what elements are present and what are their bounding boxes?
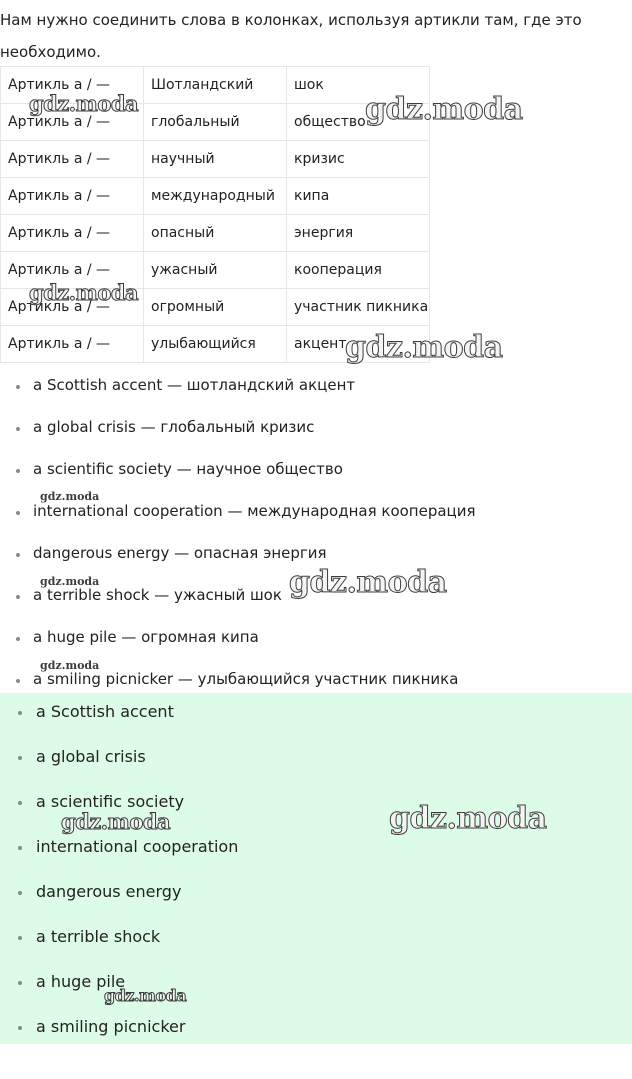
- watermark: gdz.moda: [40, 659, 100, 672]
- table-cell-noun: общество: [287, 104, 430, 141]
- table-cell-article: Артикль a / —: [1, 289, 144, 326]
- list-item: a huge pile: [0, 963, 632, 1008]
- watermark: gdz.moda: [61, 809, 171, 834]
- watermark: gdz.moda: [40, 490, 100, 503]
- list-item: a Scottish accent — шотландский акцент: [0, 364, 632, 406]
- answer-list: [0, 693, 632, 1053]
- translation-list: [0, 364, 632, 700]
- list-item: international cooperation — международная кооперация: [0, 490, 632, 532]
- list-item: dangerous energy — опасная энергия: [0, 532, 632, 574]
- table-cell-adjective: Шотландский: [144, 67, 287, 104]
- table-cell-noun: энергия: [287, 215, 430, 252]
- table-cell-adjective: ужасный: [144, 252, 287, 289]
- answer-box: [0, 693, 632, 1044]
- table-cell-noun: кипа: [287, 178, 430, 215]
- list-item: a scientific society: [0, 783, 632, 828]
- table-cell-article: Артикль a / —: [1, 67, 144, 104]
- table-cell-article: Артикль a / —: [1, 252, 144, 289]
- table-cell-article: Артикль a / —: [1, 178, 144, 215]
- list-item: a smiling picnicker: [0, 1008, 632, 1053]
- table-cell-adjective: опасный: [144, 215, 287, 252]
- list-item: a huge pile — огромная кипа: [0, 616, 632, 658]
- watermark: gdz.moda: [29, 91, 139, 116]
- intro-text: Нам нужно соединить слова в колонках, используя артикли там, где это необходимо.: [0, 11, 582, 61]
- table-row: [1, 141, 430, 178]
- list-item: a scientific society — научное общество: [0, 448, 632, 490]
- watermark: gdz.moda: [289, 565, 447, 600]
- watermark: gdz.moda: [104, 986, 187, 1005]
- table-cell-article: Артикль a / —: [1, 141, 144, 178]
- table-cell-noun: шок: [287, 67, 430, 104]
- list-item: a global crisis — глобальный кризис: [0, 406, 632, 448]
- list-item: a smiling picnicker — улыбающийся участник пикника: [0, 658, 632, 700]
- watermark: gdz.moda: [389, 801, 547, 836]
- table-cell-noun: участник пикника: [287, 289, 430, 326]
- table-row: [1, 215, 430, 252]
- table-cell-noun: кооперация: [287, 252, 430, 289]
- list-item: a Scottish accent: [0, 693, 632, 738]
- table-cell-adjective: улыбающийся: [144, 326, 287, 363]
- watermark: gdz.moda: [365, 92, 523, 127]
- list-item: a terrible shock — ужасный шок: [0, 574, 632, 616]
- list-item: dangerous energy: [0, 873, 632, 918]
- watermark: gdz.moda: [40, 575, 100, 588]
- table-row: [1, 178, 430, 215]
- table-cell-noun: кризис: [287, 141, 430, 178]
- table-cell-article: Артикль a / —: [1, 326, 144, 363]
- list-item: a global crisis: [0, 738, 632, 783]
- list-item: international cooperation: [0, 828, 632, 873]
- table-cell-adjective: научный: [144, 141, 287, 178]
- table-cell-noun: акцент: [287, 326, 430, 363]
- table-cell-adjective: огромный: [144, 289, 287, 326]
- table-cell-article: Артикль a / —: [1, 104, 144, 141]
- list-item: a terrible shock: [0, 918, 632, 963]
- table-cell-article: Артикль a / —: [1, 215, 144, 252]
- table-cell-adjective: международный: [144, 178, 287, 215]
- watermark: gdz.moda: [345, 330, 503, 365]
- watermark: gdz.moda: [29, 280, 139, 305]
- table-cell-adjective: глобальный: [144, 104, 287, 141]
